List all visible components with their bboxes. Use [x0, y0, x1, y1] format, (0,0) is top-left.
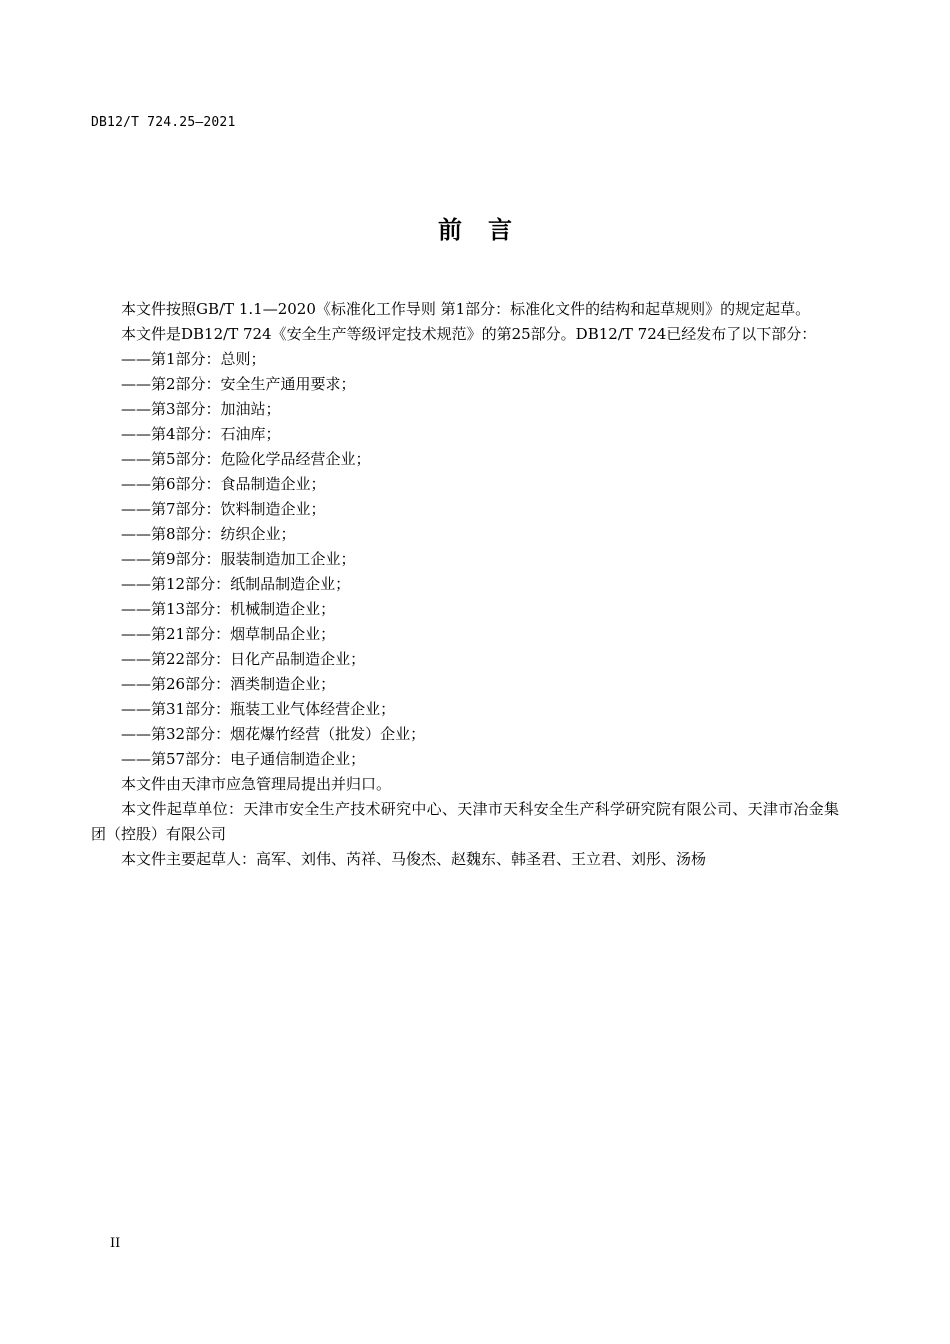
list-item: ——第4部分：石油库；	[121, 425, 281, 443]
document-code: DB12/T 724.25—2021	[91, 115, 236, 130]
list-item: ——第31部分：瓶装工业气体经营企业；	[121, 700, 396, 718]
list-item: ——第32部分：烟花爆竹经营（批发）企业；	[121, 725, 426, 743]
list-item: ——第1部分：总则；	[121, 350, 266, 368]
page-number: II	[110, 1236, 121, 1251]
list-item: ——第9部分：服装制造加工企业；	[121, 550, 356, 568]
list-item: ——第3部分：加油站；	[121, 400, 281, 418]
drafters-paragraph: 本文件主要起草人：高军、刘伟、芮祥、马俊杰、赵魏东、韩圣君、王立君、刘彤、汤杨	[121, 850, 707, 868]
drafting-units-paragraph: 本文件起草单位：天津市安全生产技术研究中心、天津市天科安全生产科学研究院有限公司、天津市冶金集团（控股）有限公司	[91, 800, 839, 843]
proposer-paragraph: 本文件由天津市应急管理局提出并归口。	[121, 775, 392, 793]
list-item: ——第22部分：日化产品制造企业；	[121, 650, 366, 668]
list-item: ——第21部分：烟草制品企业；	[121, 625, 336, 643]
list-item: ——第12部分：纸制品制造企业；	[121, 575, 351, 593]
page-title: 前言	[438, 216, 538, 244]
list-item: ——第2部分：安全生产通用要求；	[121, 375, 356, 393]
list-item: ——第8部分：纺织企业；	[121, 525, 296, 543]
document-body	[91, 297, 839, 872]
list-item: ——第26部分：酒类制造企业；	[121, 675, 336, 693]
parts-list	[91, 347, 839, 772]
list-item: ——第7部分：饮料制造企业；	[121, 500, 326, 518]
intro-paragraph: 本文件是DB12/T 724《安全生产等级评定技术规范》的第25部分。DB12/T 724已经发布了以下部分：	[121, 325, 817, 343]
list-item: ——第57部分：电子通信制造企业；	[121, 750, 366, 768]
list-item: ——第13部分：机械制造企业；	[121, 600, 336, 618]
list-item: ——第5部分：危险化学品经营企业；	[121, 450, 371, 468]
list-item: ——第6部分：食品制造企业；	[121, 475, 326, 493]
intro-paragraph: 本文件按照GB/T 1.1—2020《标准化工作导则 第1部分：标准化文件的结构和起草规则》的规定起草。	[121, 300, 811, 318]
